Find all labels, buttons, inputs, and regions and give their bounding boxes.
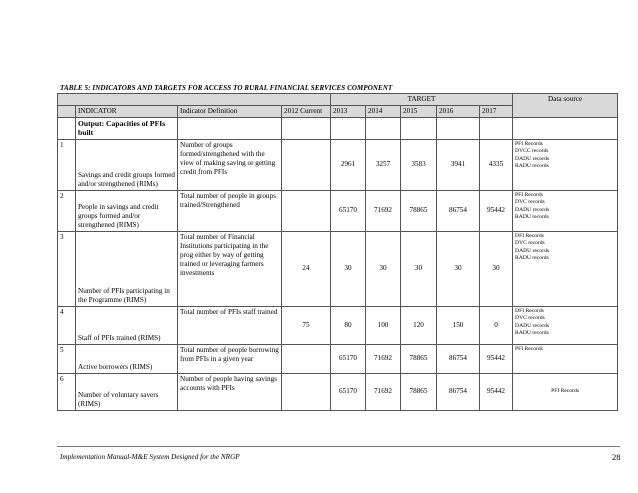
data-source-entry: DADU records	[515, 247, 550, 254]
indicator-cell: Number of PFIs participating in the Programme (RIMS)	[76, 231, 178, 306]
data-source-entry: DVC records	[515, 199, 545, 206]
year-header: 2016	[437, 106, 480, 118]
page-number: 28	[612, 452, 621, 462]
table-caption: TABLE 5: INDICATORS AND TARGETS FOR ACCESS TO RURAL FINANCIAL SERVICES COMPONENT	[60, 84, 393, 92]
target-value: 3257	[366, 139, 401, 190]
row-number: 6	[58, 373, 76, 410]
target-value: 30	[331, 231, 366, 306]
target-value: 95442	[480, 373, 513, 410]
target-value: 86754	[437, 373, 480, 410]
current-value: 75	[282, 306, 331, 344]
data-source-cell	[513, 344, 618, 373]
indicator-cell: Savings and credit groups formed and/or strengthened (RIMs)	[76, 139, 178, 190]
data-source-entry: DADU records	[515, 322, 550, 329]
definition-cell: Total number of people in groups trained/Strengthened	[178, 190, 282, 231]
definition-cell: Number of groups formed/strengthened with the view of making saving or getting credit from PFIs	[178, 139, 282, 190]
data-source-cell	[513, 231, 618, 306]
target-value: 4335	[480, 139, 513, 190]
table-row	[58, 373, 618, 410]
target-value: 150	[437, 306, 480, 344]
data-source-entry: RADU records	[515, 213, 549, 220]
data-source-entry: PFI Records	[515, 345, 543, 352]
target-value: 71692	[366, 373, 401, 410]
target-value: 86754	[437, 190, 480, 231]
year-header: 2014	[366, 106, 401, 118]
data-source-entry: PFI Records	[551, 388, 579, 395]
year-header: 2015	[401, 106, 437, 118]
current-header: 2012 Current	[282, 106, 331, 118]
definition-cell: Total number of Financial Institutions participating in the prog either by way of getting trained or leveraging farmers investments	[178, 231, 282, 306]
target-value: 3941	[437, 139, 480, 190]
row-number: 1	[58, 139, 76, 190]
current-value: 24	[282, 231, 331, 306]
indicator-cell: Active borrowers (RIMS)	[76, 344, 178, 373]
data-source-entry: DVCC records	[515, 148, 549, 155]
target-value: 80	[331, 306, 366, 344]
target-value: 30	[480, 231, 513, 306]
table-row	[58, 231, 618, 306]
data-source-entry: DADU records	[515, 155, 550, 162]
target-value: 71692	[366, 190, 401, 231]
current-value	[282, 344, 331, 373]
data-source-entry: RADU records	[515, 254, 549, 261]
current-value	[282, 139, 331, 190]
indicators-table	[57, 93, 618, 411]
target-value: 30	[366, 231, 401, 306]
target-header: TARGET	[331, 94, 513, 106]
footer-text: Implementation Manual-M&E System Designed for the NRGP	[60, 453, 240, 461]
definition-cell: Total number of people borrowing from PFIs in a given year	[178, 344, 282, 373]
table-row	[58, 139, 618, 190]
target-value: 65170	[331, 373, 366, 410]
data-source-entry: DVC records	[515, 315, 545, 322]
data-source-cell	[513, 190, 618, 231]
target-value: 78865	[401, 344, 437, 373]
target-value: 78865	[401, 190, 437, 231]
data-source-cell	[513, 373, 618, 410]
target-value: 30	[437, 231, 480, 306]
section-title: Output: Capacities of PFIs built	[76, 118, 178, 140]
row-number: 3	[58, 231, 76, 306]
current-value	[282, 373, 331, 410]
data-source-entry: RADU records	[515, 162, 549, 169]
section-row	[58, 118, 618, 140]
target-value: 86754	[437, 344, 480, 373]
target-value: 65170	[331, 190, 366, 231]
indicator-header: INDICATOR	[76, 106, 178, 118]
definition-cell: Total number of PFIs staff trained	[178, 306, 282, 344]
header-row-target	[58, 94, 618, 106]
data-source-entry: RADU records	[515, 329, 549, 336]
definition-cell: Number of people having savings accounts with PFIs	[178, 373, 282, 410]
data-source-entry: DVC records	[515, 240, 545, 247]
year-header: 2017	[480, 106, 513, 118]
data-source-entry: PFI Records	[515, 191, 543, 198]
target-value: 95442	[480, 344, 513, 373]
data-source-header: Data source	[513, 94, 618, 118]
data-source-entry: PFI Records	[515, 140, 543, 147]
year-header: 2013	[331, 106, 366, 118]
table-row	[58, 306, 618, 344]
definition-header: Indicator Definition	[178, 106, 282, 118]
target-value: 95442	[480, 190, 513, 231]
table-row	[58, 344, 618, 373]
target-value: 2961	[331, 139, 366, 190]
row-number: 4	[58, 306, 76, 344]
target-value: 120	[401, 306, 437, 344]
footer-divider	[57, 446, 620, 447]
target-value: 65170	[331, 344, 366, 373]
indicator-cell: People in savings and credit groups formed and/or strengthened (RIMS)	[76, 190, 178, 231]
data-source-cell	[513, 306, 618, 344]
target-value: 30	[401, 231, 437, 306]
row-number: 2	[58, 190, 76, 231]
target-value: 71692	[366, 344, 401, 373]
data-source-cell	[513, 139, 618, 190]
indicator-cell: Number of voluntary savers (RIMS)	[76, 373, 178, 410]
table-row	[58, 190, 618, 231]
data-source-entry: DFI Records	[515, 232, 544, 239]
data-source-entry: DFI Records	[515, 307, 544, 314]
target-value: 0	[480, 306, 513, 344]
current-value	[282, 190, 331, 231]
target-value: 100	[366, 306, 401, 344]
data-source-entry: DADU records	[515, 206, 550, 213]
indicator-cell: Staff of PFIs trained (RIMS)	[76, 306, 178, 344]
target-value: 3583	[401, 139, 437, 190]
row-number: 5	[58, 344, 76, 373]
target-value: 78865	[401, 373, 437, 410]
